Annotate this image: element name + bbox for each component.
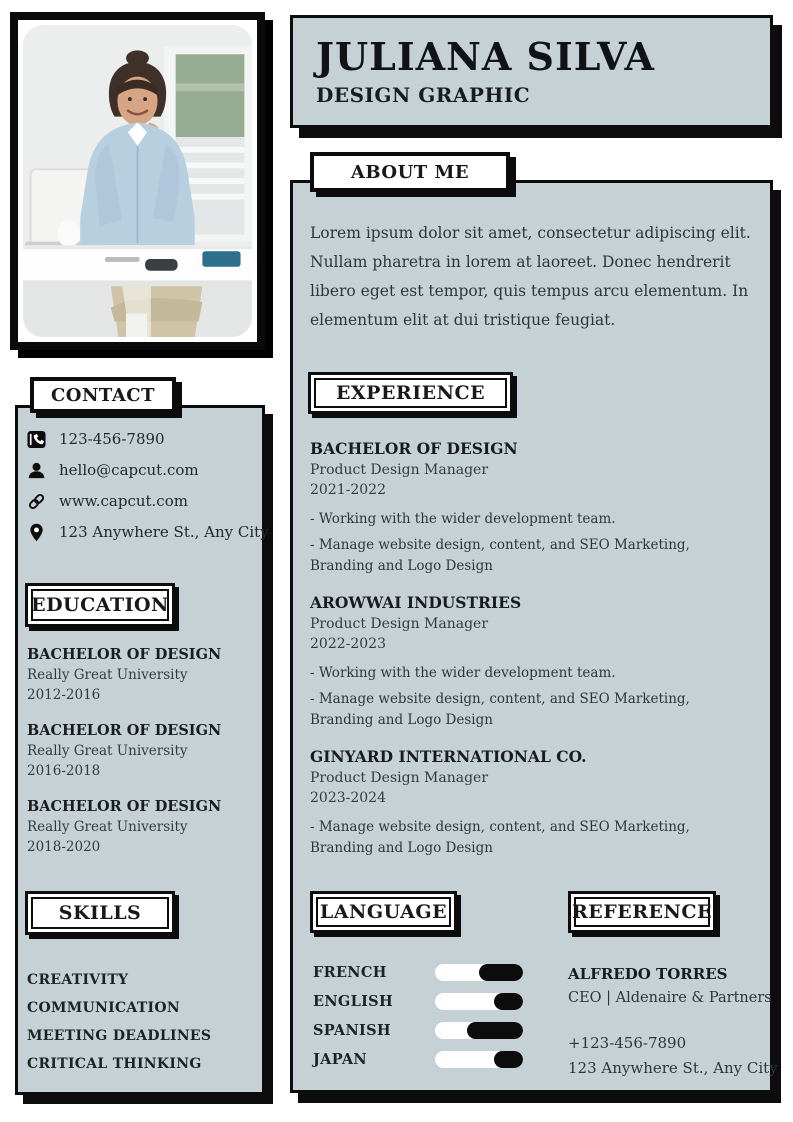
experience-bullets: [310, 817, 757, 859]
experience-company: GINYARD INTERNATIONAL CO.: [310, 747, 587, 766]
education-item: [27, 645, 257, 705]
experience-role: Product Design Manager: [310, 462, 489, 478]
reference-heading: [568, 891, 716, 933]
language-level-fill: [467, 1022, 523, 1039]
language-row: [313, 1051, 525, 1068]
name-header: [290, 15, 773, 128]
education-years: 2012-2016: [27, 687, 101, 703]
skill-item: CREATIVITY: [27, 972, 129, 988]
education-list: [27, 645, 257, 873]
contact-phone-text: 123-456-7890: [59, 430, 165, 448]
experience-item: [310, 592, 757, 731]
education-heading: [25, 583, 175, 627]
skill-item: MEETING DEADLINES: [27, 1028, 212, 1044]
language-name: JAPAN: [313, 1051, 367, 1068]
education-years: 2016-2018: [27, 763, 101, 779]
language-list: [313, 964, 525, 1080]
experience-company: BACHELOR OF DESIGN: [310, 439, 518, 458]
education-years: 2018-2020: [27, 839, 101, 855]
experience-bullet: - Manage website design, content, and SEO Marketing, Branding and Logo Design: [310, 537, 690, 574]
language-level-fill: [494, 993, 523, 1010]
education-school: Really Great University: [27, 667, 188, 683]
language-row: [313, 964, 525, 981]
experience-role: Product Design Manager: [310, 770, 489, 786]
experience-company: AROWWAI INDUSTRIES: [310, 593, 522, 612]
experience-list: [310, 438, 757, 874]
education-heading-label: EDUCATION: [31, 594, 169, 616]
contact-email-text: hello@capcut.com: [59, 461, 199, 479]
experience-bullet: - Manage website design, content, and SEO Marketing, Branding and Logo Design: [310, 819, 690, 856]
experience-bullets: [310, 509, 757, 577]
education-item: [27, 797, 257, 857]
language-heading: [310, 891, 457, 933]
experience-item: [310, 746, 757, 859]
experience-bullet: - Working with the wider development team.: [310, 665, 616, 681]
education-degree: BACHELOR OF DESIGN: [27, 722, 222, 739]
skill-item: CRITICAL THINKING: [27, 1056, 202, 1072]
link-icon: [27, 492, 46, 511]
language-name: SPANISH: [313, 1022, 391, 1039]
skills-heading: [25, 891, 175, 935]
language-level-track: [435, 993, 523, 1010]
education-school: Really Great University: [27, 743, 188, 759]
skill-item: COMMUNICATION: [27, 1000, 180, 1016]
contact-heading: [30, 377, 176, 413]
language-name: FRENCH: [313, 964, 387, 981]
language-level-track: [435, 1051, 523, 1068]
experience-bullet: - Working with the wider development team.: [310, 511, 616, 527]
reference-address: 123 Anywhere St., Any City: [568, 1059, 778, 1077]
contact-item-website: [27, 492, 259, 510]
language-row: [313, 993, 525, 1010]
education-degree: BACHELOR OF DESIGN: [27, 646, 222, 663]
skills-heading-label: SKILLS: [58, 902, 142, 924]
person-icon: [27, 461, 46, 480]
person-name: JULIANA SILVA: [316, 34, 655, 79]
skills-list: [27, 966, 257, 1078]
reference-phone: +123-456-7890: [568, 1034, 687, 1052]
phone-icon: [27, 430, 46, 449]
experience-item: [310, 438, 757, 577]
experience-role: Product Design Manager: [310, 616, 489, 632]
about-heading: [310, 152, 510, 192]
profile-photo-illustration: [23, 25, 252, 337]
reference-role: CEO | Aldenaire & Partners: [568, 990, 772, 1006]
about-text: Lorem ipsum dolor sit amet, consectetur adipiscing elit. Nullam pharetra in lorem at laoreet. Donec hendrerit libero eget est tempor, quis tempus arcu elementum. In elementum elit at dui tristique feugiat.: [310, 224, 751, 329]
about-heading-label: ABOUT ME: [350, 161, 470, 183]
reference-name: ALFREDO TORRES: [568, 965, 728, 983]
language-level-fill: [494, 1051, 523, 1068]
language-heading-label: LANGUAGE: [319, 901, 448, 923]
language-level-fill: [479, 964, 523, 981]
profile-photo: [10, 12, 265, 350]
experience-bullet: - Manage website design, content, and SEO Marketing, Branding and Logo Design: [310, 691, 690, 728]
contact-item-address: [27, 523, 269, 541]
experience-bullets: [310, 663, 757, 731]
experience-years: 2021-2022: [310, 482, 386, 498]
person-job-title: DESIGN GRAPHIC: [316, 83, 531, 107]
contact-website-text: www.capcut.com: [59, 492, 188, 510]
contact-heading-label: CONTACT: [50, 384, 156, 406]
contact-address-text: 123 Anywhere St., Any City: [59, 523, 269, 541]
contact-item-email: [27, 461, 259, 479]
reference-heading-label: REFERENCE: [572, 901, 712, 923]
reference-block: [568, 962, 778, 1081]
experience-heading: [308, 372, 513, 414]
language-level-track: [435, 1022, 523, 1039]
contact-item-phone: [27, 430, 259, 448]
location-icon: [27, 523, 46, 542]
language-level-track: [435, 964, 523, 981]
education-degree: BACHELOR OF DESIGN: [27, 798, 222, 815]
contact-list: [27, 430, 269, 554]
experience-years: 2023-2024: [310, 790, 386, 806]
language-name: ENGLISH: [313, 993, 393, 1010]
experience-heading-label: EXPERIENCE: [335, 382, 486, 404]
experience-years: 2022-2023: [310, 636, 386, 652]
language-row: [313, 1022, 525, 1039]
education-item: [27, 721, 257, 781]
education-school: Really Great University: [27, 819, 188, 835]
